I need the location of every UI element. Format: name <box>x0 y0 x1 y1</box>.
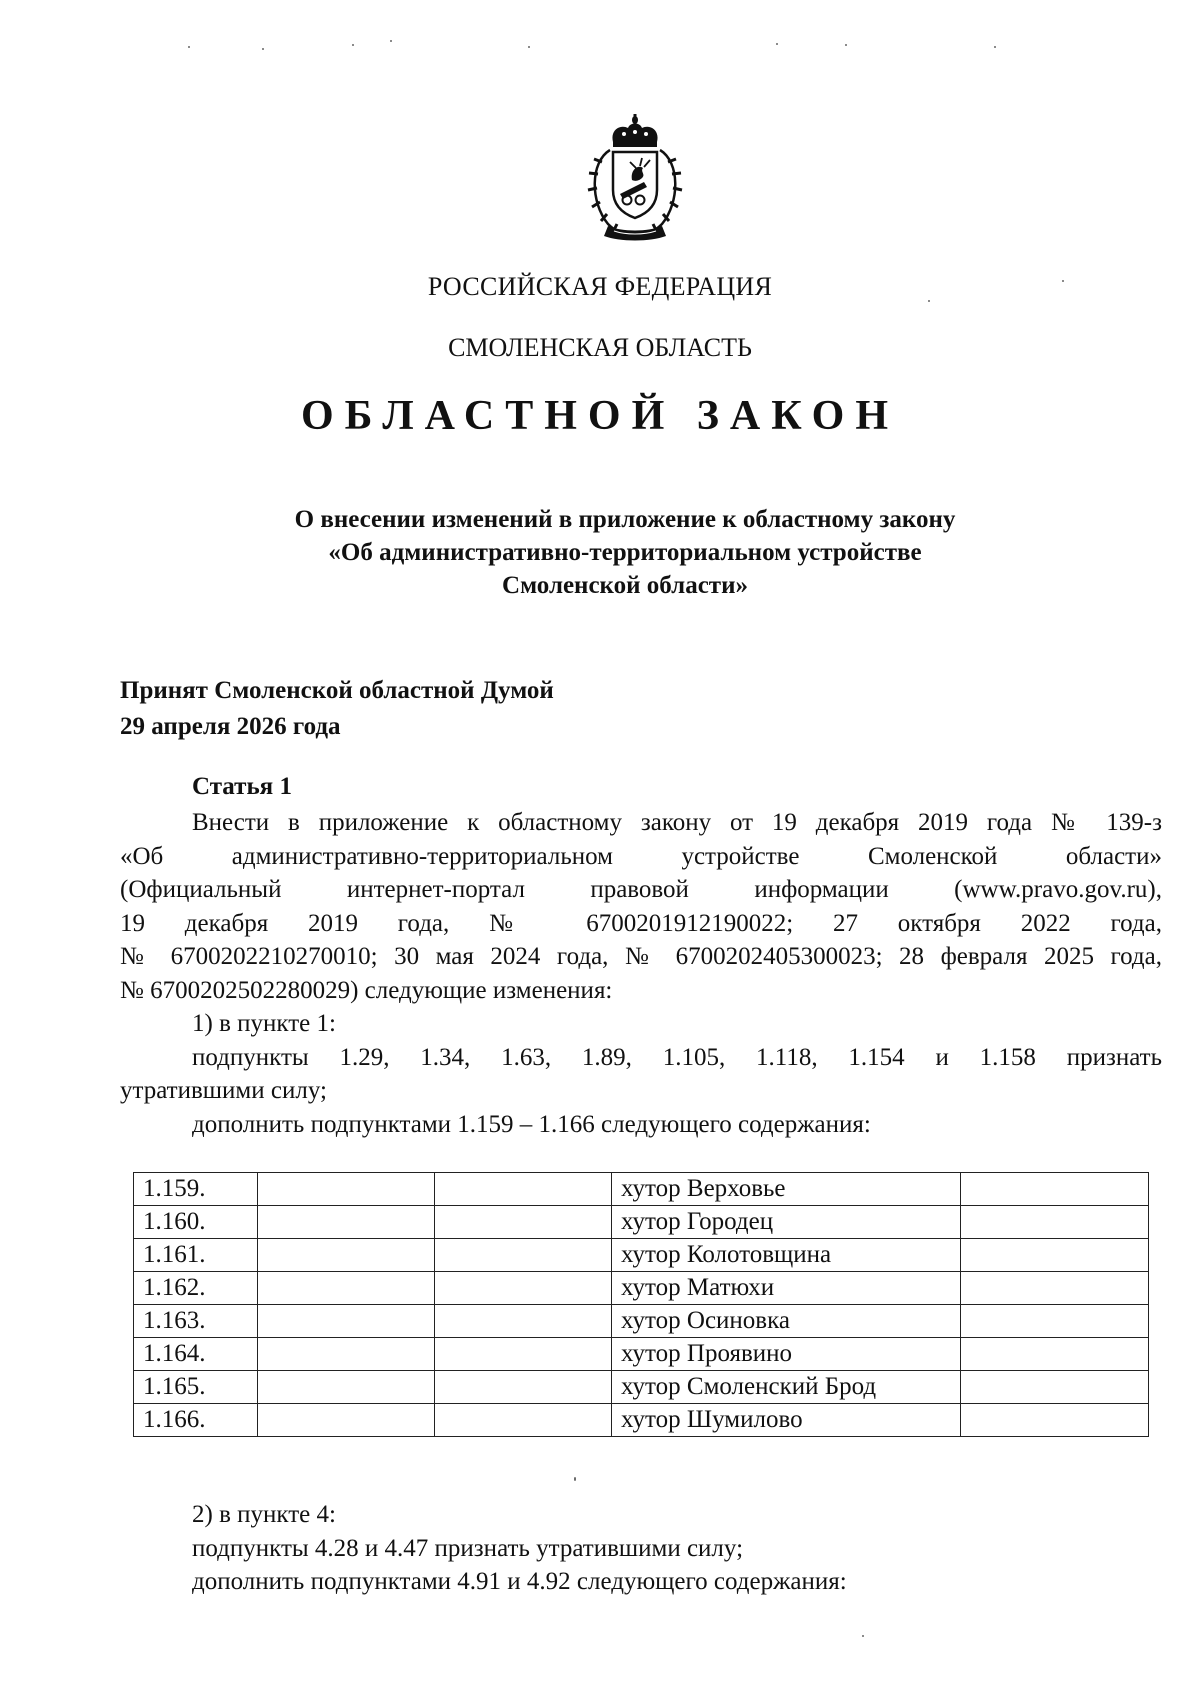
table-row <box>134 1239 1149 1272</box>
table-row <box>134 1338 1149 1371</box>
item2-heading: 2) в пункте 4: <box>192 1501 336 1528</box>
table-row <box>134 1272 1149 1305</box>
subitem-number: 1.165. <box>134 1371 258 1404</box>
country-heading: РОССИЙСКАЯ ФЕДЕРАЦИЯ <box>427 272 773 301</box>
empty-cell <box>961 1206 1149 1239</box>
subitem-number: 1.164. <box>134 1338 258 1371</box>
settlement-name: хутор Верховье <box>612 1173 961 1206</box>
intro-line: «Об административно-территориальном устройстве Смоленской области» <box>120 842 1162 870</box>
item2-add-line: дополнить подпунктами 4.91 и 4.92 следующего содержания: <box>192 1568 847 1595</box>
region-heading: СМОЛЕНСКАЯ ОБЛАСТЬ <box>448 333 752 362</box>
settlement-name: хутор Осиновка <box>612 1305 961 1338</box>
subitem-number: 1.166. <box>134 1404 258 1437</box>
intro-line: Внести в приложение к областному закону от 19 декабря 2019 года № 139-з <box>192 809 1162 836</box>
empty-cell <box>435 1305 612 1338</box>
empty-cell <box>435 1173 612 1206</box>
law-title-line: Смоленской области» <box>502 572 748 599</box>
law-type-heading: ОБЛАСТНОЙ ЗАКОН <box>300 393 900 439</box>
subitem-number: 1.161. <box>134 1239 258 1272</box>
empty-cell <box>961 1272 1149 1305</box>
empty-cell <box>961 1173 1149 1206</box>
item2-block <box>120 1498 1162 1599</box>
empty-cell <box>258 1206 435 1239</box>
item1-heading: 1) в пункте 1: <box>192 1010 336 1037</box>
subitem-number: 1.159. <box>134 1173 258 1206</box>
settlement-name: хутор Колотовщина <box>612 1239 961 1272</box>
empty-cell <box>435 1371 612 1404</box>
table-row <box>134 1371 1149 1404</box>
empty-cell <box>258 1239 435 1272</box>
subitem-number: 1.163. <box>134 1305 258 1338</box>
table-row <box>134 1305 1149 1338</box>
empty-cell <box>258 1404 435 1437</box>
law-title-line: «Об административно-территориальном устройстве <box>328 539 922 566</box>
table-row <box>134 1404 1149 1437</box>
empty-cell <box>258 1338 435 1371</box>
adoption-body: Принят Смоленской областной Думой <box>120 677 554 704</box>
settlement-name: хутор Городец <box>612 1206 961 1239</box>
intro-line-last: № 6700202502280029) следующие изменения: <box>120 976 613 1004</box>
table-row <box>134 1206 1149 1239</box>
empty-cell <box>258 1272 435 1305</box>
settlement-name: хутор Смоленский Брод <box>612 1371 961 1404</box>
empty-cell <box>961 1338 1149 1371</box>
item1-repeal-line: подпункты 1.29, 1.34, 1.63, 1.89, 1.105, 1.118, 1.154 и 1.158 признать <box>192 1043 1162 1071</box>
empty-cell <box>258 1173 435 1206</box>
subitem-number: 1.162. <box>134 1272 258 1305</box>
article-intro <box>120 806 1162 1141</box>
settlement-name: хутор Матюхи <box>612 1272 961 1305</box>
intro-line: № 6700202210270010; 30 мая 2024 года, № 6700202405300023; 28 февраля 2025 года, <box>120 943 1162 970</box>
settlement-name: хутор Шумилово <box>612 1404 961 1437</box>
empty-cell <box>435 1338 612 1371</box>
settlement-name: хутор Проявино <box>612 1338 961 1371</box>
empty-cell <box>435 1404 612 1437</box>
law-title <box>150 503 1100 602</box>
empty-cell <box>258 1371 435 1404</box>
law-title-line: О внесении изменений в приложение к областному закону <box>294 506 956 533</box>
article-heading: Статья 1 <box>192 773 292 800</box>
adoption-date: 29 апреля 2026 года <box>120 713 341 740</box>
item1-repeal-line: утратившими силу; <box>120 1077 327 1104</box>
intro-line: 19 декабря 2019 года, № 6700201912190022; 27 октября 2022 года, <box>120 909 1162 937</box>
coat-of-arms-emblem <box>580 112 690 244</box>
item1-add-line: дополнить подпунктами 1.159 – 1.166 следующего содержания: <box>192 1110 871 1138</box>
empty-cell <box>961 1404 1149 1437</box>
empty-cell <box>258 1305 435 1338</box>
subitem-number: 1.160. <box>134 1206 258 1239</box>
subitems-table <box>133 1172 1149 1437</box>
empty-cell <box>961 1239 1149 1272</box>
table-row <box>134 1173 1149 1206</box>
empty-cell <box>435 1272 612 1305</box>
empty-cell <box>435 1239 612 1272</box>
adoption-note <box>120 673 554 745</box>
item2-repeal-line: подпункты 4.28 и 4.47 признать утратившими силу; <box>192 1534 744 1562</box>
empty-cell <box>961 1371 1149 1404</box>
empty-cell <box>435 1206 612 1239</box>
intro-line: (Официальный интернет-портал правовой информации (www.pravo.gov.ru), <box>120 876 1162 903</box>
empty-cell <box>961 1305 1149 1338</box>
